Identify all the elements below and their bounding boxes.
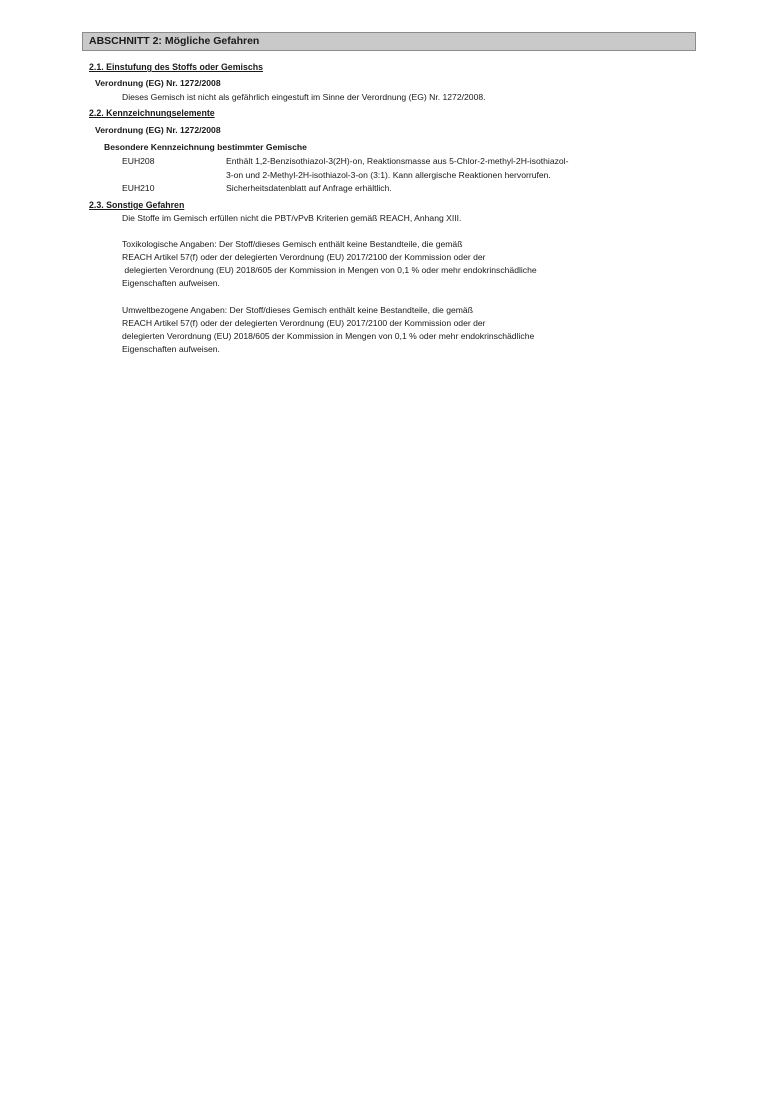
subsection-2-2-heading: 2.2. Kennzeichnungselemente <box>89 108 215 118</box>
hazard-text-euh208-line-2: 3-on und 2-Methyl-2H-isothiazol-3-on (3:1). Kann allergische Reaktionen hervorrufen. <box>226 170 551 180</box>
subsection-2-3-heading: 2.3. Sonstige Gefahren <box>89 200 185 210</box>
env-line-4: Eigenschaften aufweisen. <box>122 344 220 354</box>
env-line-2: REACH Artikel 57(f) oder der delegierten Verordnung (EU) 2017/2100 der Kommission oder der <box>122 318 486 328</box>
hazard-text-euh210: Sicherheitsdatenblatt auf Anfrage erhältlich. <box>226 183 392 193</box>
tox-line-4: Eigenschaften aufweisen. <box>122 278 220 288</box>
section-title: ABSCHNITT 2: Mögliche Gefahren <box>82 32 696 51</box>
pbt-statement: Die Stoffe im Gemisch erfüllen nicht die PBT/vPvB Kriterien gemäß REACH, Anhang XIII. <box>122 213 462 223</box>
tox-line-3: delegierten Verordnung (EU) 2018/605 der Kommission in Mengen von 0,1 % oder mehr endokrinschädliche <box>122 265 537 275</box>
hazard-code-euh208: EUH208 <box>122 156 155 166</box>
subsection-2-1-regulation: Verordnung (EG) Nr. 1272/2008 <box>95 78 221 88</box>
env-line-3: delegierten Verordnung (EU) 2018/605 der Kommission in Mengen von 0,1 % oder mehr endokrinschädliche <box>122 331 535 341</box>
env-line-1: Umweltbezogene Angaben: Der Stoff/dieses Gemisch enthält keine Bestandteile, die gemäß <box>122 305 473 315</box>
subsection-2-1-text: Dieses Gemisch ist nicht als gefährlich eingestuft im Sinne der Verordnung (EG) Nr. 1272/2008. <box>122 92 486 102</box>
special-labelling-heading: Besondere Kennzeichnung bestimmter Gemische <box>104 142 307 152</box>
hazard-text-euh208-line-1: Enthält 1,2-Benzisothiazol-3(2H)-on, Reaktionsmasse aus 5-Chlor-2-methyl-2H-isothiazol- <box>226 156 569 166</box>
hazard-code-euh210: EUH210 <box>122 183 155 193</box>
tox-line-1: Toxikologische Angaben: Der Stoff/dieses Gemisch enthält keine Bestandteile, die gemäß <box>122 239 463 249</box>
subsection-2-1-heading: 2.1. Einstufung des Stoffs oder Gemischs <box>89 62 264 72</box>
tox-line-2: REACH Artikel 57(f) oder der delegierten Verordnung (EU) 2017/2100 der Kommission oder der <box>122 252 486 262</box>
subsection-2-2-regulation: Verordnung (EG) Nr. 1272/2008 <box>95 125 221 135</box>
